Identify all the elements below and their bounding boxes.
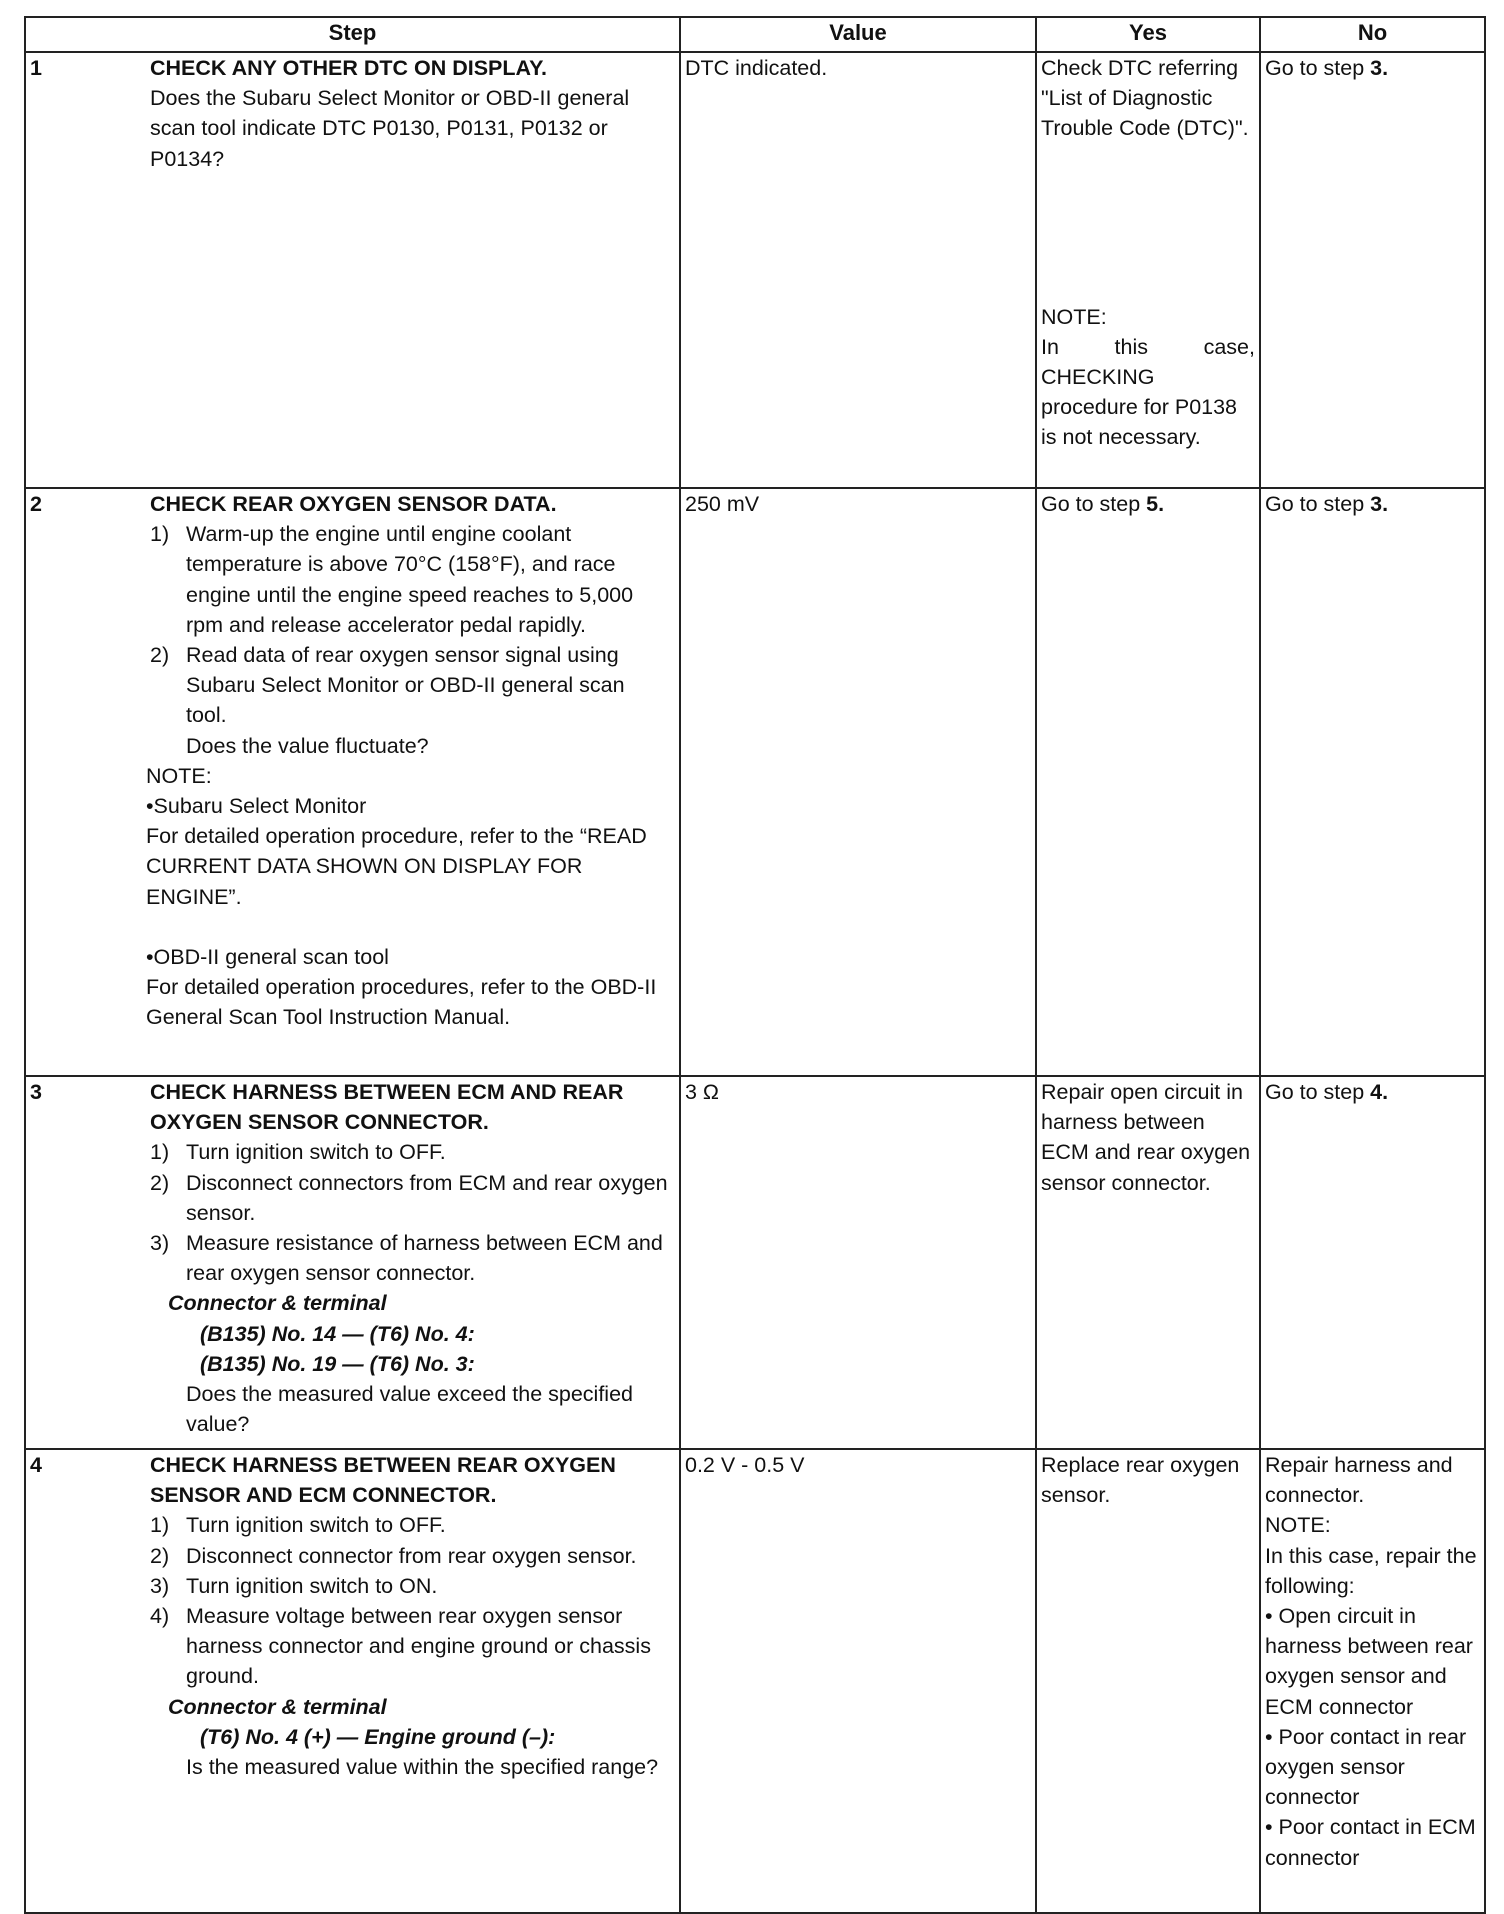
yes-text: Go to step bbox=[1041, 492, 1147, 516]
table-row bbox=[25, 1449, 1485, 1913]
header-yes: Yes bbox=[1036, 17, 1260, 52]
step-cell bbox=[25, 488, 680, 1076]
list-text: Measure voltage between rear oxygen sensor harness connector and engine ground or chassis ground. bbox=[186, 1604, 651, 1689]
list-text: Warm-up the engine until engine coolant temperature is above 70°C (158°F), and race engine until the engine speed reaches to 5,000 rpm and release accelerator pedal rapidly. bbox=[186, 522, 634, 637]
step-cell bbox=[25, 1449, 680, 1913]
connector-label: Connector & terminal bbox=[168, 1291, 387, 1316]
list-marker: 1) bbox=[150, 1140, 170, 1165]
yes-step-ref: 5. bbox=[1146, 492, 1165, 516]
step-title: CHECK REAR OXYGEN SENSOR DATA. bbox=[150, 492, 557, 516]
step-question: Does the measured value exceed the specified value? bbox=[186, 1382, 633, 1437]
step-number: 4 bbox=[30, 1453, 42, 1477]
table-row bbox=[25, 52, 1485, 488]
connector-terminal: (B135) No. 19 — (T6) No. 3: bbox=[200, 1351, 475, 1376]
yes-text: Check DTC referring "List of Diagnostic Trouble Code (DTC)". bbox=[1041, 56, 1249, 141]
table-row bbox=[25, 488, 1485, 1076]
list-text: Measure resistance of harness between ECM and rear oxygen sensor connector. bbox=[186, 1231, 663, 1286]
value-cell: 3 Ω bbox=[680, 1076, 1036, 1449]
table-row bbox=[25, 1076, 1485, 1449]
step-title: CHECK HARNESS BETWEEN ECM AND REAR OXYGEN SENSOR CONNECTOR. bbox=[150, 1080, 624, 1135]
no-note-text: In this case, repair the following: bbox=[1265, 1543, 1477, 1598]
yes-cell bbox=[1036, 488, 1260, 1076]
no-text: Go to step bbox=[1265, 492, 1371, 516]
no-step-ref: 3. bbox=[1370, 492, 1389, 516]
step-title: CHECK HARNESS BETWEEN REAR OXYGEN SENSOR AND ECM CONNECTOR. bbox=[150, 1453, 616, 1508]
header-no: No bbox=[1260, 17, 1485, 52]
yes-cell: Repair open circuit in harness between ECM and rear oxygen sensor connector. bbox=[1036, 1076, 1260, 1449]
list-text: Turn ignition switch to OFF. bbox=[186, 1140, 446, 1165]
step-number: 3 bbox=[30, 1080, 42, 1104]
value-cell: DTC indicated. bbox=[680, 52, 1036, 488]
note-block bbox=[146, 761, 671, 1033]
note-b-title: •OBD-II general scan tool bbox=[146, 944, 389, 969]
header-row bbox=[25, 17, 1485, 52]
note-a-text: For detailed operation procedure, refer to the “READ CURRENT DATA SHOWN ON DISPLAY FOR ENGINE”. bbox=[146, 824, 647, 909]
list-marker: 3) bbox=[150, 1231, 170, 1256]
no-bullet: • Poor contact in rear oxygen sensor connector bbox=[1265, 1724, 1467, 1810]
no-cell bbox=[1260, 488, 1485, 1076]
step-title: CHECK ANY OTHER DTC ON DISPLAY. bbox=[150, 56, 548, 80]
diagnostic-table bbox=[24, 16, 1486, 1914]
list-item bbox=[150, 519, 671, 640]
list-marker: 3) bbox=[150, 1573, 170, 1598]
diagnostic-procedure-sheet bbox=[24, 16, 1484, 1914]
connector-label: Connector & terminal bbox=[168, 1694, 387, 1719]
no-step-ref: 4. bbox=[1370, 1080, 1389, 1104]
list-text: Disconnect connectors from ECM and rear oxygen sensor. bbox=[186, 1170, 668, 1225]
no-text: Repair harness and connector. bbox=[1265, 1453, 1453, 1508]
value-cell: 0.2 V - 0.5 V bbox=[680, 1449, 1036, 1913]
list-marker: 2) bbox=[150, 1170, 170, 1195]
note-label: NOTE: bbox=[146, 763, 212, 788]
header-value: Value bbox=[680, 17, 1036, 52]
list-marker: 2) bbox=[150, 1543, 170, 1568]
list-item bbox=[150, 1168, 671, 1228]
no-cell bbox=[1260, 52, 1485, 488]
no-step-ref: 3. bbox=[1370, 56, 1389, 80]
step-question: Does the value fluctuate? bbox=[186, 733, 429, 758]
list-marker: 1) bbox=[150, 1513, 170, 1538]
no-bullet: • Poor contact in ECM connector bbox=[1265, 1815, 1476, 1870]
list-marker: 2) bbox=[150, 643, 170, 668]
no-bullet: • Open circuit in harness between rear oxygen sensor and ECM connector bbox=[1265, 1604, 1473, 1719]
note-a-title: •Subaru Select Monitor bbox=[146, 794, 367, 819]
connector-terminal: (T6) No. 4 (+) — Engine ground (–): bbox=[200, 1724, 556, 1749]
step-question: Is the measured value within the specified range? bbox=[186, 1755, 659, 1780]
list-item bbox=[150, 1228, 671, 1288]
yes-note-text: CHECKING procedure for P0138 is not necessary. bbox=[1041, 365, 1238, 450]
step-cell bbox=[25, 52, 680, 488]
list-text: Turn ignition switch to OFF. bbox=[186, 1513, 446, 1538]
yes-cell: Replace rear oxygen sensor. bbox=[1036, 1449, 1260, 1913]
header-step: Step bbox=[25, 17, 680, 52]
no-cell bbox=[1260, 1449, 1485, 1913]
yes-note-label: NOTE: bbox=[1041, 304, 1107, 329]
list-marker: 1) bbox=[150, 522, 170, 547]
list-item bbox=[150, 1571, 671, 1601]
value-cell: 250 mV bbox=[680, 488, 1036, 1076]
list-text: Disconnect connector from rear oxygen sensor. bbox=[186, 1543, 637, 1568]
list-item bbox=[150, 1601, 671, 1692]
yes-note-line: In this case, bbox=[1041, 334, 1255, 359]
list-item bbox=[150, 1510, 671, 1540]
list-text: Turn ignition switch to ON. bbox=[186, 1573, 438, 1598]
no-cell bbox=[1260, 1076, 1485, 1449]
connector-terminal: (B135) No. 14 — (T6) No. 4: bbox=[200, 1321, 475, 1346]
step-question: Does the Subaru Select Monitor or OBD-II general scan tool indicate DTC P0130, P0131, P0132 or P0134? bbox=[150, 86, 630, 171]
note-b-text: For detailed operation procedures, refer to the OBD-II General Scan Tool Instruction Manual. bbox=[146, 975, 657, 1030]
list-text: Read data of rear oxygen sensor signal using Subaru Select Monitor or OBD-II general scan tool. bbox=[186, 643, 625, 728]
step-cell bbox=[25, 1076, 680, 1449]
list-item bbox=[150, 640, 671, 731]
no-text: Go to step bbox=[1265, 56, 1371, 80]
no-text: Go to step bbox=[1265, 1080, 1371, 1104]
step-number: 1 bbox=[30, 56, 42, 80]
list-item bbox=[150, 1137, 671, 1167]
yes-cell bbox=[1036, 52, 1260, 488]
step-number: 2 bbox=[30, 492, 42, 516]
list-marker: 4) bbox=[150, 1604, 170, 1629]
list-item bbox=[150, 1541, 671, 1571]
no-note-label: NOTE: bbox=[1265, 1513, 1331, 1538]
